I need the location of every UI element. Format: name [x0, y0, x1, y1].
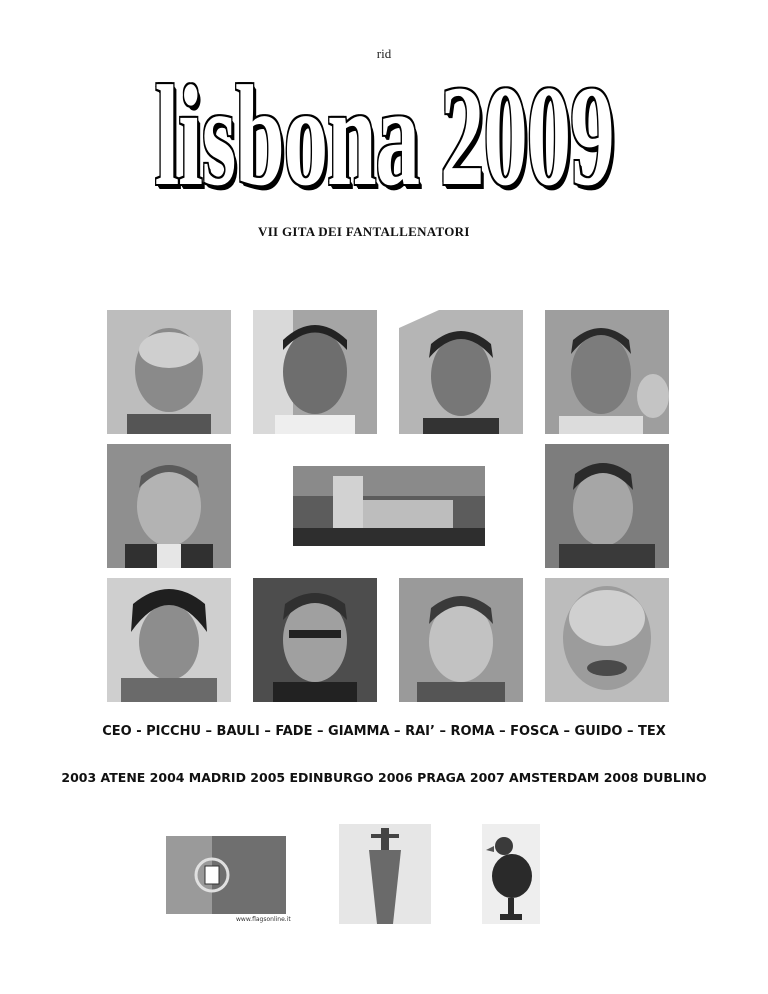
portrait-photo-1 [107, 310, 231, 434]
flag-credit: www.flagsonline.it [236, 916, 291, 923]
portrait-photo-4 [545, 310, 669, 434]
portugal-flag-image [166, 836, 291, 928]
portrait-photo-8 [253, 578, 377, 702]
portrait-photo-3 [399, 310, 523, 434]
portrait-photo-7 [107, 578, 231, 702]
cristo-rei-image [339, 824, 431, 924]
participants-line: CEO - PICCHU – BAULI – FADE – GIAMMA – RAI’ – ROMA – FOSCA – GUIDO – TEX [102, 724, 666, 739]
tower-photo [293, 466, 485, 546]
past-trips-line: 2003 ATENE 2004 MADRID 2005 EDINBURGO 2006 PRAGA 2007 AMSTERDAM 2008 DUBLINO [61, 770, 707, 785]
portrait-photo-9 [399, 578, 523, 702]
portrait-photo-2 [253, 310, 377, 434]
top-note: rid [376, 46, 392, 61]
subtitle: VII GITA DEI FANTALLENATORI [258, 224, 470, 239]
portrait-photo-10 [545, 578, 669, 702]
barcelos-rooster-image [482, 824, 540, 924]
portrait-photo-6 [545, 444, 669, 568]
page-title: lisbona 2009 [154, 57, 614, 216]
portrait-photo-5 [107, 444, 231, 568]
